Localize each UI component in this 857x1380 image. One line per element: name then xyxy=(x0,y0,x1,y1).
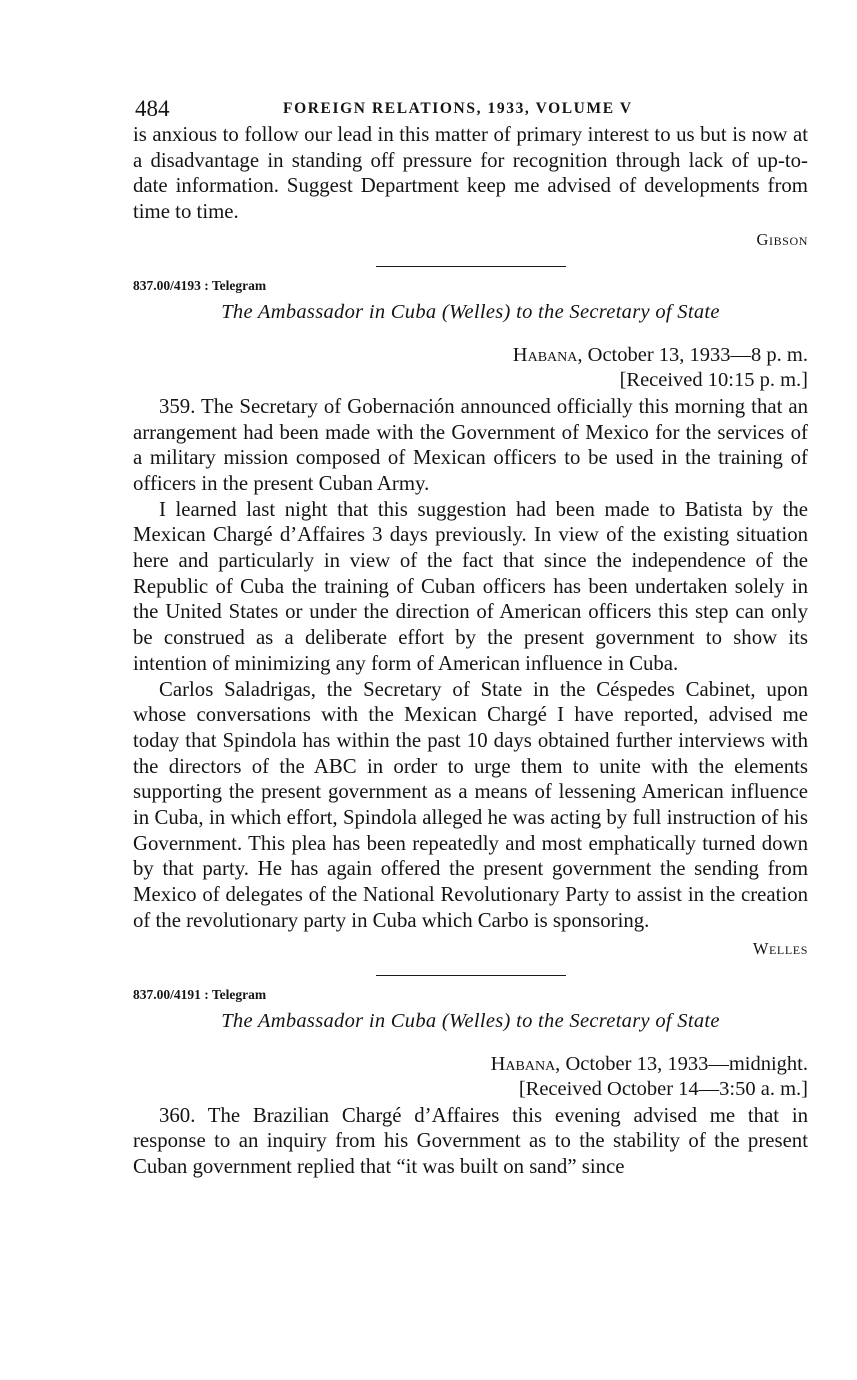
file-reference: 837.00/4193 : Telegram xyxy=(133,277,267,293)
continuation-paragraph: is anxious to follow our lead in this matter of primary interest to us but is now at a disadvantage in standing off pressure for recognition through lack of up-to-date information. Suggest Department keep me advised of developments from time to time. xyxy=(133,123,808,224)
document-heading: The Ambassador in Cuba (Welles) to the Secretary of State xyxy=(221,300,720,323)
received-line: [Received October 14—3:50 a. m.] xyxy=(518,1078,808,1101)
section-divider xyxy=(376,266,566,267)
section-divider xyxy=(376,975,566,976)
dateline xyxy=(133,343,808,369)
body-paragraph: Carlos Saladrigas, the Secretary of State in the Céspedes Cabinet, upon whose conversations with the Mexican Chargé I have reported, advised me today that Spindola has within the past 10 days obtained further interviews with the directors of the ABC in order to urge them to unite with the elements supporting the present government as a means of lessening American influence in Cuba, in which effort, Spindola alleged he was acting by full instruction of his Government. This plea has been repeatedly and most emphatically turned down by that party. He has again offered the present government the sending from Mexico of delegates of the National Revolutionary Party to assist in the creation of the revolutionary party in Cuba which Carbo is sponsoring. xyxy=(133,677,808,932)
dateline-date: October 13, 1933—midnight. xyxy=(560,1052,808,1075)
running-title: FOREIGN RELATIONS, 1933, VOLUME V xyxy=(283,100,633,117)
received-line: [Received 10:15 p. m.] xyxy=(619,369,808,392)
body-paragraph: 360. The Brazilian Chargé d’Affaires this evening advised me that in response to an inquiry from his Government as to the stability of the present Cuban government replied that “it was built on sand” since xyxy=(133,1103,808,1178)
telegram-360 xyxy=(133,986,808,1180)
dateline-place: Habana, xyxy=(490,1052,561,1075)
telegram-359 xyxy=(133,277,808,960)
document-heading: The Ambassador in Cuba (Welles) to the Secretary of State xyxy=(221,1009,720,1032)
signature-welles: Welles xyxy=(752,938,808,958)
dateline-date: October 13, 1933—8 p. m. xyxy=(582,343,808,366)
file-reference: 837.00/4191 : Telegram xyxy=(133,986,267,1002)
body-paragraph: I learned last night that this suggestion had been made to Batista by the Mexican Chargé d’Affaires 3 days previously. In view of the existing situation here and particularly in view of the fact that since the independence of the Republic of Cuba the training of Cuban officers has been undertaken solely in the United States or under the direction of American officers this step can only be construed as a deliberate effort by the present government to show its intention of minimizing any form of American influence in Cuba. xyxy=(133,497,808,675)
page-number: 484 xyxy=(135,96,170,121)
running-header xyxy=(133,92,808,122)
dateline-place: Habana, xyxy=(512,343,583,366)
body-paragraph: 359. The Secretary of Gobernación announced officially this morning that an arrangement had been made with the Government of Mexico for the services of a military mission composed of Mexican officers to be used in the training of officers in the present Cuban Army. xyxy=(133,394,808,495)
dateline xyxy=(133,1052,808,1078)
document-page xyxy=(133,92,808,1180)
signature-gibson: Gibson xyxy=(756,229,808,249)
